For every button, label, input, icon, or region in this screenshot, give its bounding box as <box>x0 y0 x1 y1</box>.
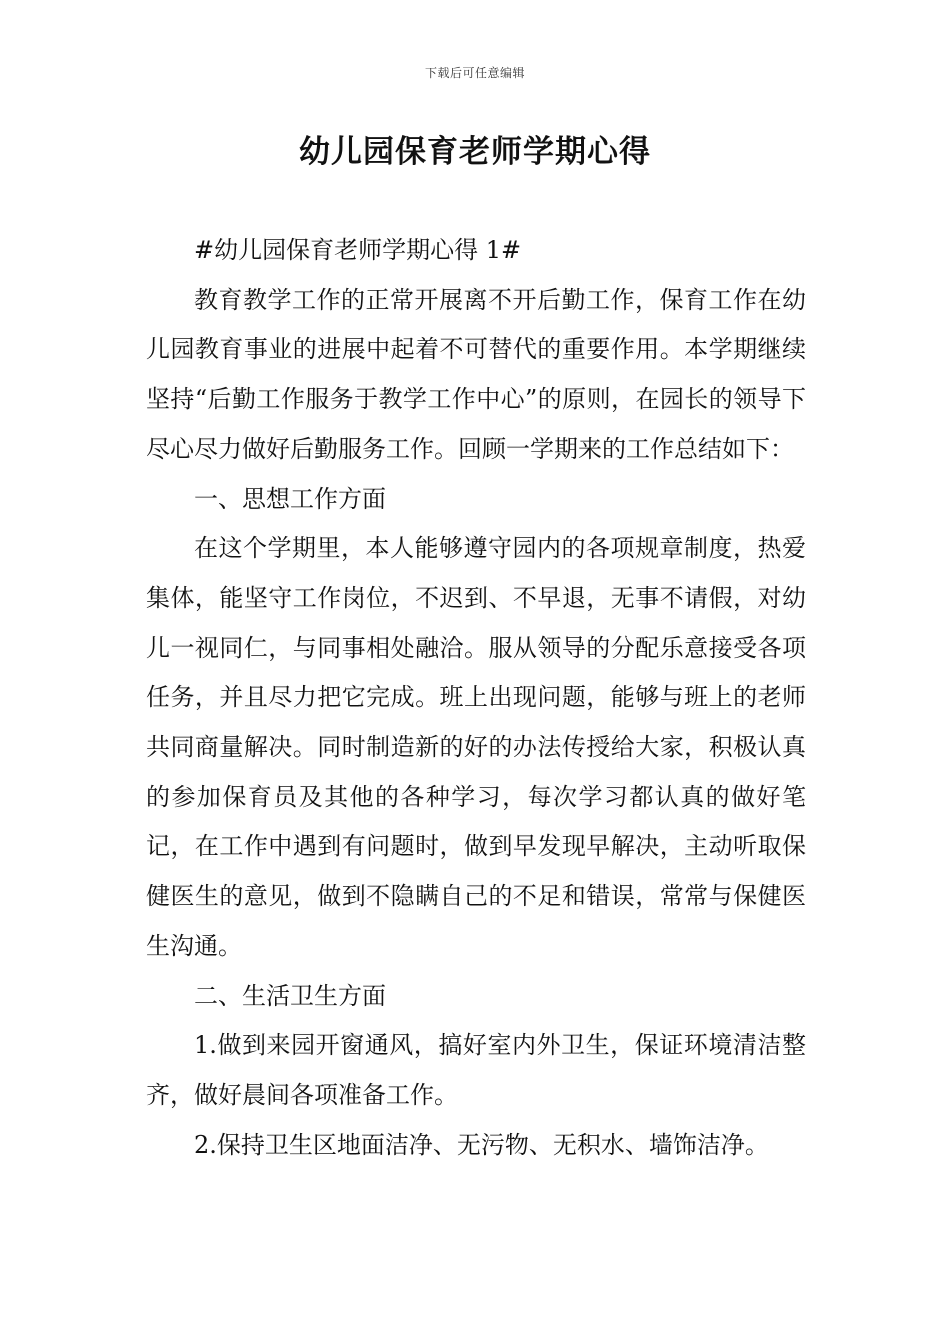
header-note: 下载后可任意编辑 <box>424 66 525 80</box>
paragraph-thought: 在这个学期里，本人能够遵守园内的各项规章制度，热爱集体，能坚守工作岗位，不迟到、不早退，无事不请假，对幼儿一视同仁，与同事相处融洽。服从领导的分配乐意接受各项任务，并且尽力把它完成。班上出现问题，能够与班上的老师共同商量解决。同时制造新的好的办法传授给大家，积极认真的参加保育员及其他的各种学习，每次学习都认真的做好笔记，在工作中遇到有问题时，做到早发现早解决，主动听取保健医生的意见，做到不隐瞒自己的不足和错误，常常与保健医生沟通。 <box>146 534 806 960</box>
paragraph-hygiene-1: 1.做到来园开窗通风，搞好室内外卫生，保证环境清洁整齐，做好晨间各项准备工作。 <box>146 1031 806 1109</box>
document-title: 幼儿园保育老师学期心得 <box>299 134 651 170</box>
section-heading-thought: 一、思想工作方面 <box>194 484 386 513</box>
paragraph-intro: 教育教学工作的正常开展离不开后勤工作，保育工作在幼儿园教育事业的进展中起着不可替代的重要作用。本学期继续坚持“后勤工作服务于教学工作中心”的原则，在园长的领导下尽心尽力做好后勤服务工作。回顾一学期来的工作总结如下： <box>146 285 806 463</box>
section-heading-1: #幼儿园保育老师学期心得 1# <box>194 236 522 264</box>
section-heading-hygiene: 二、生活卫生方面 <box>194 981 386 1010</box>
document-body <box>146 226 806 1170</box>
paragraph-hygiene-2: 2.保持卫生区地面洁净、无污物、无积水、墙饰洁净。 <box>194 1130 769 1159</box>
